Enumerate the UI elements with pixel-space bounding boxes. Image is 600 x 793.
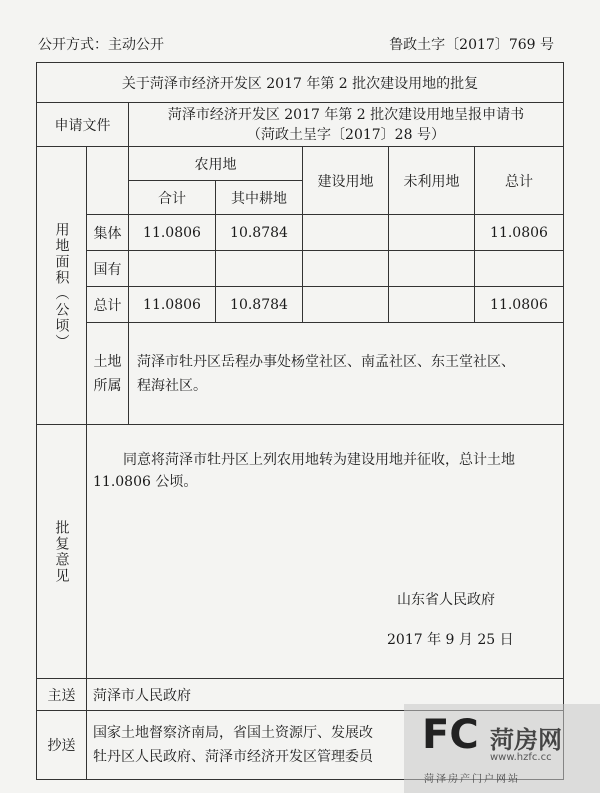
state-unused	[389, 251, 475, 287]
blank-corner	[87, 147, 129, 215]
header-total: 总计	[475, 147, 564, 215]
ownership-line1: 菏泽市牡丹区岳程办事处杨堂社区、南孟社区、东王堂社区、	[137, 353, 515, 370]
collective-total: 11.0806	[475, 215, 564, 251]
total-cultivated: 10.8784	[216, 287, 303, 323]
ownership-label	[87, 323, 129, 425]
header-unused: 未利用地	[389, 147, 475, 215]
watermark-name: 菏房网	[490, 726, 562, 754]
total-total: 11.0806	[475, 287, 564, 323]
copy-to-line2: 牡丹区人民政府、菏泽市经济开发区管理委员	[93, 749, 373, 765]
collective-cultivated: 10.8784	[216, 215, 303, 251]
copy-to-line1: 国家土地督察济南局，省国土资源厅、发展改	[93, 725, 373, 741]
area-side-label-text: 用地面积（公顷）	[53, 221, 70, 350]
approval-line2: 11.0806 公顷。	[93, 474, 198, 490]
state-cultivated	[216, 251, 303, 287]
watermark-url: www.hzfc.cc	[490, 752, 552, 763]
site-watermark	[404, 704, 600, 793]
approval-date: 2017 年 9 月 25 日	[387, 632, 514, 648]
application-label: 申请文件	[37, 103, 129, 147]
application-line2: （菏政土呈字〔2017〕28 号）	[247, 126, 445, 143]
watermark-slogan: 菏泽房产门户网站	[424, 774, 520, 785]
ownership-value	[129, 323, 564, 425]
form-title: 关于菏泽市经济开发区 2017 年第 2 批次建设用地的批复	[37, 63, 564, 103]
header-cultivated: 其中耕地	[216, 181, 303, 215]
send-to-text: 菏泽市人民政府	[93, 687, 191, 704]
ownership-line2: 程海社区。	[137, 377, 207, 394]
watermark-logo: FC	[422, 712, 479, 758]
collective-unused	[389, 215, 475, 251]
ownership-label-text: 土地所属	[93, 353, 122, 394]
total-unused	[389, 287, 475, 323]
header-subtotal: 合计	[129, 181, 216, 215]
state-total	[475, 251, 564, 287]
header-construction: 建设用地	[303, 147, 389, 215]
send-to-label: 主送	[37, 679, 87, 711]
approval-content	[87, 425, 564, 679]
disclosure-method: 公开方式：主动公开	[38, 37, 164, 53]
row-label-collective: 集体	[87, 215, 129, 251]
document-number: 鲁政土字〔2017〕769 号	[389, 37, 554, 53]
total-construction	[303, 287, 389, 323]
area-side-label	[37, 147, 87, 425]
state-subtotal	[129, 251, 216, 287]
header-farmland: 农用地	[129, 147, 303, 181]
approval-line1: 同意将菏泽市牡丹区上列农用地转为建设用地并征收，总计土地	[123, 452, 515, 468]
approval-signer: 山东省人民政府	[397, 592, 495, 608]
total-subtotal: 11.0806	[129, 287, 216, 323]
application-document	[129, 103, 564, 147]
copy-to-label: 抄送	[37, 711, 87, 779]
state-construction	[303, 251, 389, 287]
collective-subtotal: 11.0806	[129, 215, 216, 251]
approval-label	[37, 425, 87, 679]
row-label-state: 国有	[87, 251, 129, 287]
row-label-total: 总计	[87, 287, 129, 323]
collective-construction	[303, 215, 389, 251]
application-line1: 菏泽市经济开发区 2017 年第 2 批次建设用地呈报申请书	[167, 106, 525, 123]
approval-label-text: 批复意见	[53, 519, 70, 584]
approval-form-table	[36, 62, 564, 780]
